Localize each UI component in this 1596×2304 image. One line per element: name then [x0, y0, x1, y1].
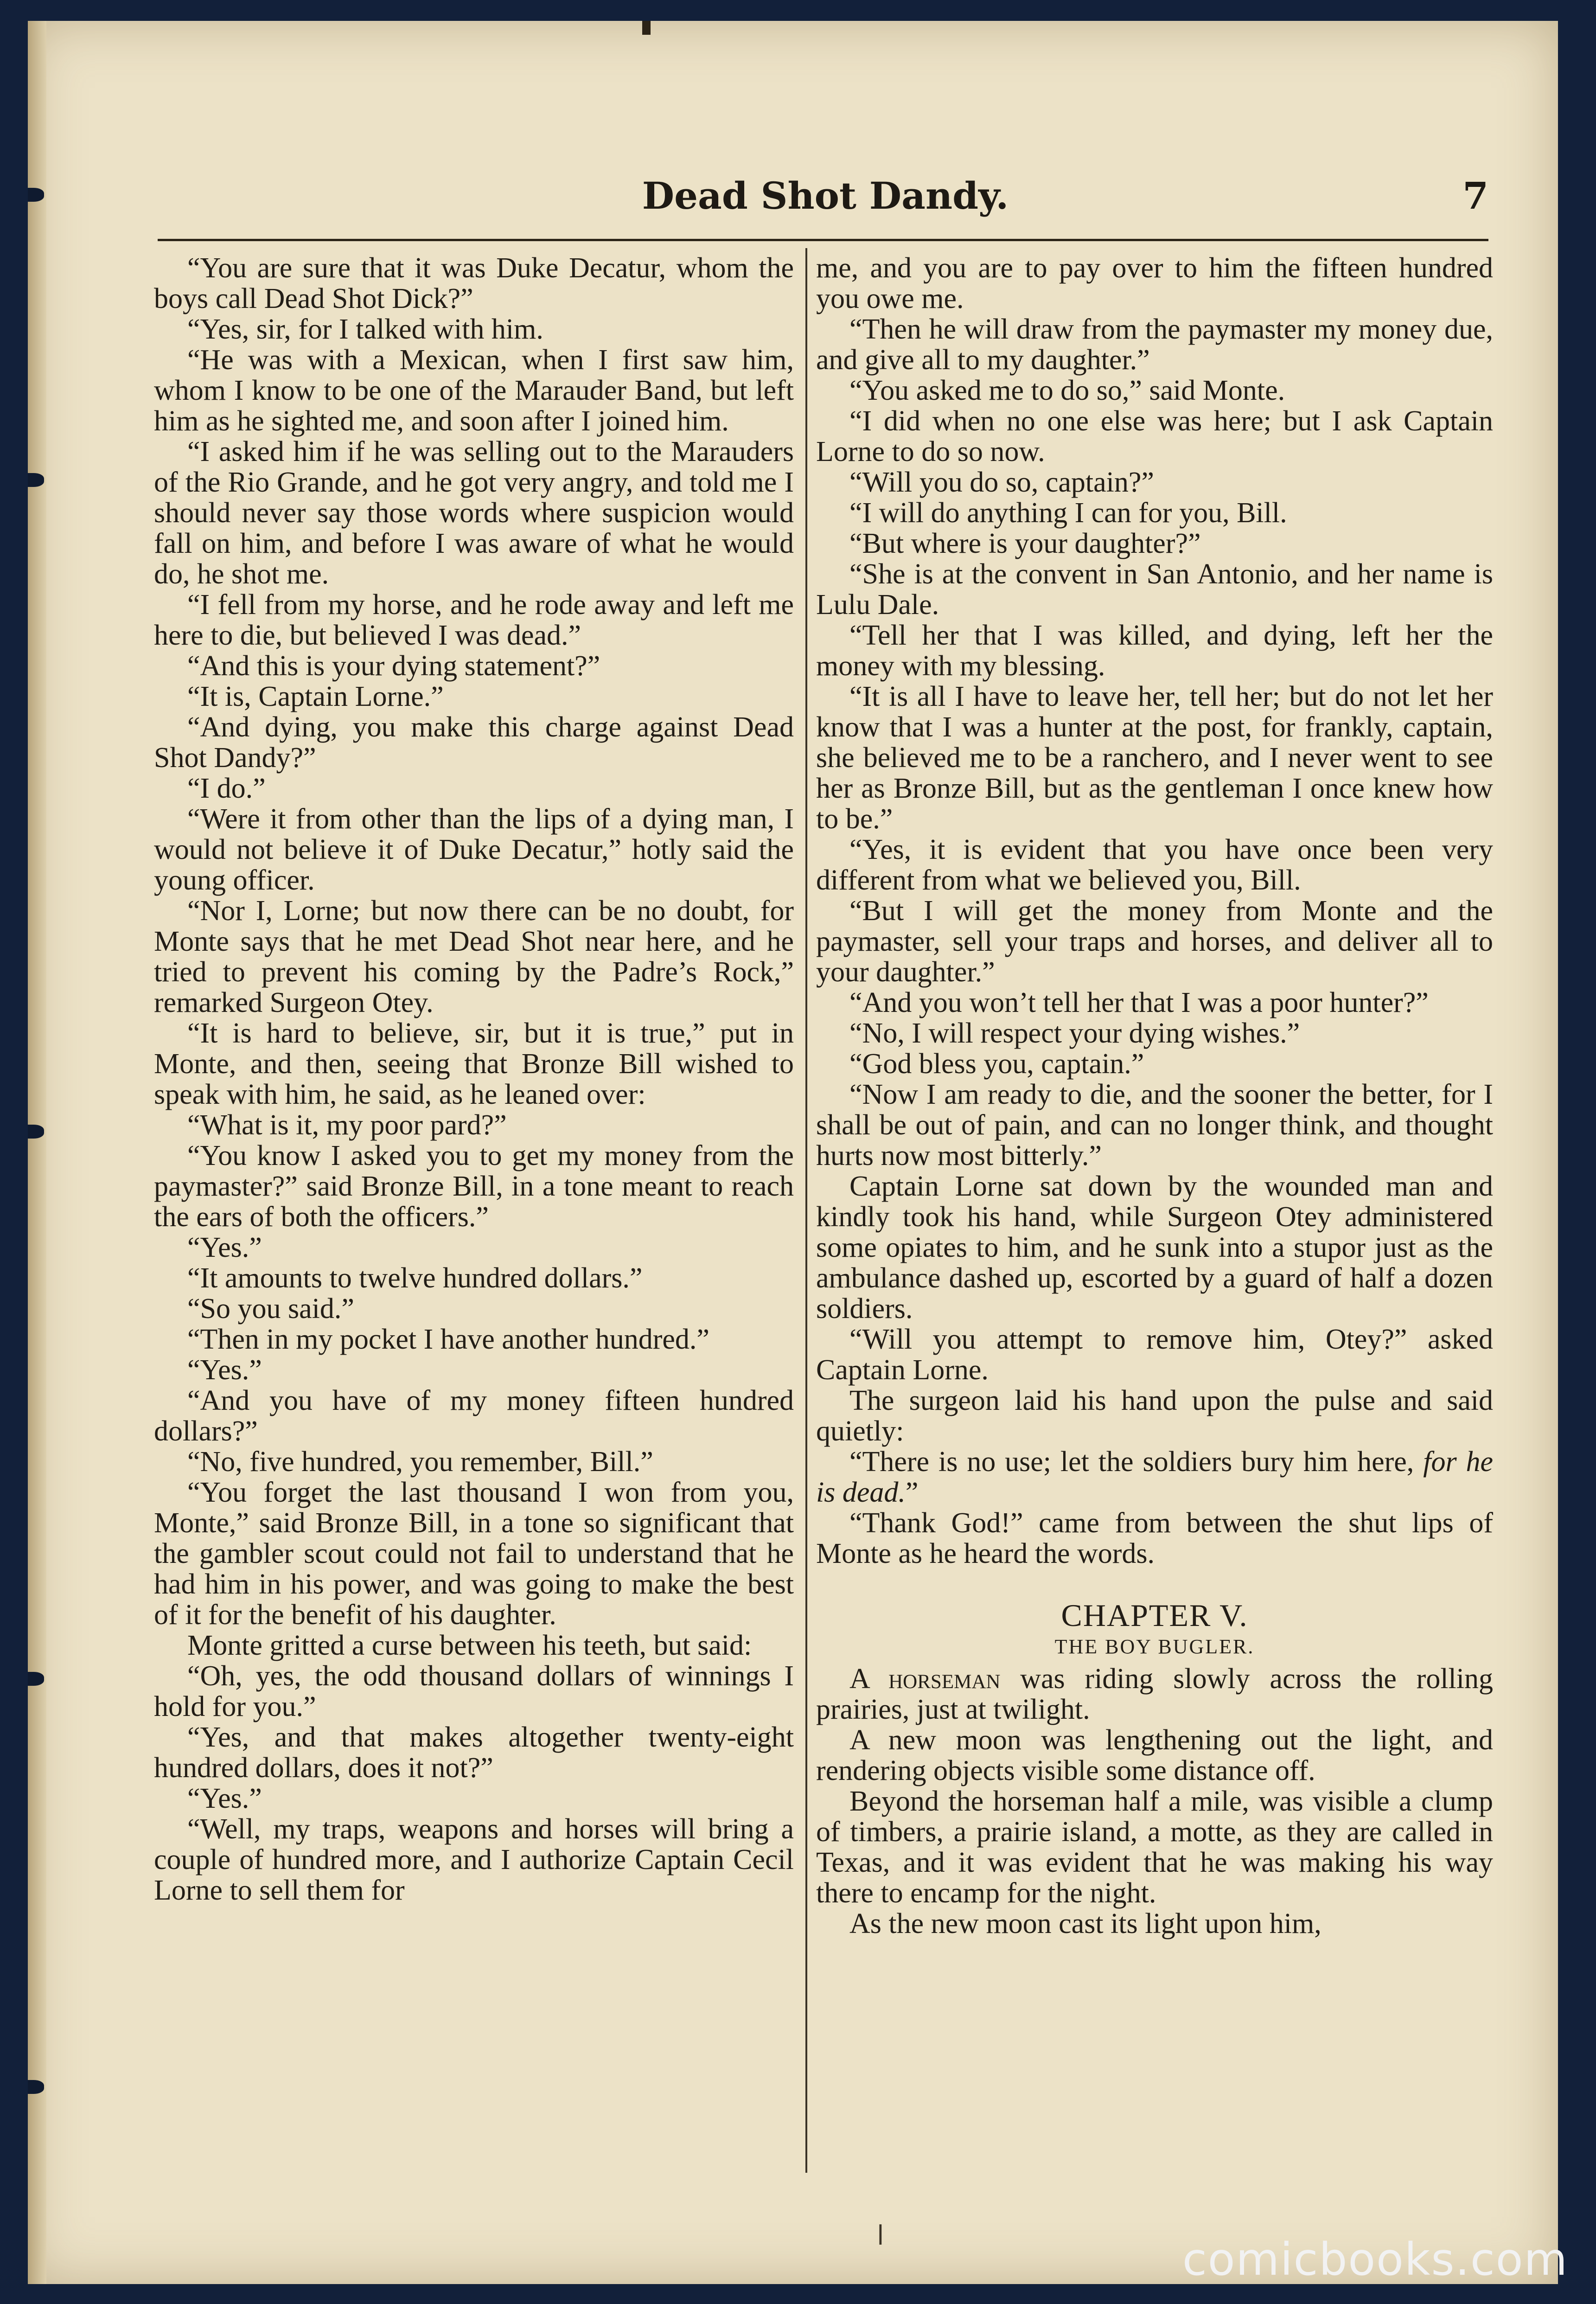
paragraph: “Well, my traps, weapons and horses will bring a couple of hundred more, and I authorize Captain Cecil Lorne to sell them for — [154, 1813, 794, 1906]
paragraph: “God bless you, captain.” — [849, 1048, 1144, 1080]
paragraph: A new moon was lengthening out the light, and rendering objects visible some distance off. — [816, 1724, 1493, 1786]
binding-hole — [28, 1672, 44, 1686]
paragraph: “Will you attempt to remove him, Otey?” asked Captain Lorne. — [816, 1324, 1493, 1386]
paragraph: “You forget the last thousand I won from you, Monte,” said Bronze Bill, in a tone so significant that the gambler scout could not fail to understand that he had him in his power, and was going to make the best of it for the benefit of his daughter. — [154, 1477, 794, 1631]
paragraph: “Yes.” — [187, 1354, 262, 1386]
chapter-subheading: THE BOY BUGLER. — [1054, 1635, 1255, 1658]
paragraph: “Will you do so, captain?” — [849, 467, 1154, 498]
paragraph — [816, 1446, 1493, 1508]
paragraph: Monte gritted a curse between his teeth, but said: — [187, 1630, 752, 1661]
binding-hole — [28, 473, 44, 487]
right-column-top-paragraphs — [816, 253, 1493, 1446]
paragraph: “But where is your daughter?” — [849, 528, 1201, 559]
paragraph-italic: for he is dead. — [816, 1446, 1493, 1508]
paragraph: Beyond the horseman half a mile, was visible a clump of timbers, a prairie island, a motte, as they are called in Texas, and it was evident that he was making his way there to encamp for the night. — [816, 1786, 1493, 1909]
paragraph: As the new moon cast its light upon him, — [849, 1908, 1321, 1939]
page-number: 7 — [1462, 174, 1488, 218]
watermark: comicbooks.com — [1182, 2234, 1568, 2285]
paragraph: “She is at the convent in San Antonio, and her name is Lulu Dale. — [816, 558, 1493, 621]
paragraph-lead: “There is no use; let the soldiers bury him here, — [849, 1446, 1424, 1478]
page-spine — [28, 21, 46, 2284]
book-page — [28, 21, 1558, 2284]
running-title: Dead Shot Dandy. — [642, 174, 1009, 218]
paragraph: “Then in my pocket I have another hundred.” — [187, 1324, 709, 1355]
right-column-bottom-paragraphs — [816, 1725, 1493, 1939]
paragraph: “I fell from my horse, and he rode away and left me here to die, but believed I was dead.” — [154, 589, 794, 651]
left-text-column — [154, 253, 794, 2256]
paragraph: “Yes.” — [187, 1783, 262, 1814]
paragraph: “So you said.” — [187, 1293, 354, 1325]
paragraph: “It is hard to believe, sir, but it is true,” put in Monte, and then, seeing that Bronze Bill wished to speak with him, he said, as he leaned over: — [154, 1018, 794, 1110]
paragraph: “I did when no one else was here; but I ask Captain Lorne to do so now. — [816, 405, 1493, 467]
paragraph: “Tell her that I was killed, and dying, left her the money with my blessing. — [816, 620, 1493, 682]
paragraph: “Were it from other than the lips of a dying man, I would not believe it of Duke Decatur,” hotly said the young officer. — [154, 803, 794, 896]
paragraph: “Nor I, Lorne; but now there can be no doubt, for Monte says that he met Dead Shot near here, and he tried to prevent his coming by the Padre’s Rock,” remarked Surgeon Otey. — [154, 895, 794, 1018]
paragraph: “But I will get the money from Monte and the paymaster, sell your traps and horses, and deliver all to your daughter.” — [816, 895, 1493, 988]
paragraph: “You are sure that it was Duke Decatur, whom the boys call Dead Shot Dick?” — [154, 252, 794, 314]
binding-hole — [28, 1125, 44, 1139]
right-text-column — [816, 253, 1493, 2256]
paragraph: “I will do anything I can for you, Bill. — [849, 497, 1287, 529]
chapter-heading: CHAPTER V. — [1061, 1598, 1248, 1633]
paragraph: “Yes.” — [187, 1232, 262, 1263]
paragraph: “I do.” — [187, 773, 266, 804]
paragraph: me, and you are to pay over to him the fifteen hundred you owe me. — [816, 252, 1493, 314]
paragraph: “He was with a Mexican, when I first saw him, whom I know to be one of the Marauder Band, but left him as he sighted me, and soon after I joined him. — [154, 344, 794, 437]
paragraph: “Yes, and that makes altogether twenty-eight hundred dollars, does it not?” — [154, 1722, 794, 1784]
paragraph: “Oh, yes, the odd thousand dollars of winnings I hold for you.” — [154, 1660, 794, 1722]
paragraph: “It is, Captain Lorne.” — [187, 681, 444, 712]
paragraph: “And you won’t tell her that I was a poor hunter?” — [849, 987, 1429, 1018]
top-print-mark — [642, 21, 651, 35]
paragraph: Captain Lorne sat down by the wounded man and kindly took his hand, while Surgeon Otey administered some opiates to him, and he sunk into a stupor just as the ambulance dashed up, escorted by a guard of half a dozen soldiers. — [816, 1171, 1493, 1325]
paragraph: The surgeon laid his hand upon the pulse and said quietly: — [816, 1385, 1493, 1447]
opening-smallcaps: A horseman — [849, 1663, 1001, 1695]
paragraph: “What is it, my poor pard?” — [187, 1109, 507, 1141]
paragraph: “Now I am ready to die, and the sooner the better, for I shall be out of pain, and can no longer think, and thought hurts now most bitterly.” — [816, 1079, 1493, 1171]
paragraph: “Yes, it is evident that you have once been very different from what we believed you, Bill. — [816, 834, 1493, 896]
paragraph: “Then he will draw from the paymaster my money due, and give all to my daughter.” — [816, 314, 1493, 376]
column-divider — [805, 248, 807, 2173]
paragraph — [816, 1664, 1493, 1725]
paragraph: “And dying, you make this charge against Dead Shot Dandy?” — [154, 711, 794, 774]
paragraph-tail: ” — [905, 1477, 919, 1508]
paragraph: “Yes, sir, for I talked with him. — [187, 314, 543, 345]
paragraph: “It is all I have to leave her, tell her; but do not let her know that I was a hunter at the post, for frankly, captain, she believed me to be a ranchero, and I never went to see her as Bronze Bill, but as the gentleman I once knew how to be.” — [816, 681, 1493, 835]
paragraph: “And this is your dying statement?” — [187, 650, 600, 682]
binding-hole — [28, 2080, 44, 2094]
binding-hole — [28, 188, 44, 202]
paragraph: “No, I will respect your dying wishes.” — [849, 1018, 1300, 1049]
paragraph: “I asked him if he was selling out to the Marauders of the Rio Grande, and he got very angry, and told me I should never say those words where suspicion would fall on him, and before I was aware of what he would do, he shot me. — [154, 436, 794, 590]
paragraph: “You asked me to do so,” said Monte. — [849, 375, 1285, 406]
foot-print-mark: ǀ — [876, 2219, 885, 2252]
paragraph-rest: was riding slowly across the rolling prairies, just at twilight. — [816, 1663, 1493, 1725]
paragraph: “And you have of my money fifteen hundred dollars?” — [154, 1385, 794, 1447]
paragraph: “No, five hundred, you remember, Bill.” — [187, 1446, 653, 1478]
header-rule — [158, 239, 1488, 241]
paragraph: “It amounts to twelve hundred dollars.” — [187, 1262, 643, 1294]
paragraph: “You know I asked you to get my money from the paymaster?” said Bronze Bill, in a tone meant to reach the ears of both the officers.” — [154, 1140, 794, 1233]
paragraph: “Thank God!” came from between the shut lips of Monte as he heard the words. — [816, 1507, 1493, 1569]
